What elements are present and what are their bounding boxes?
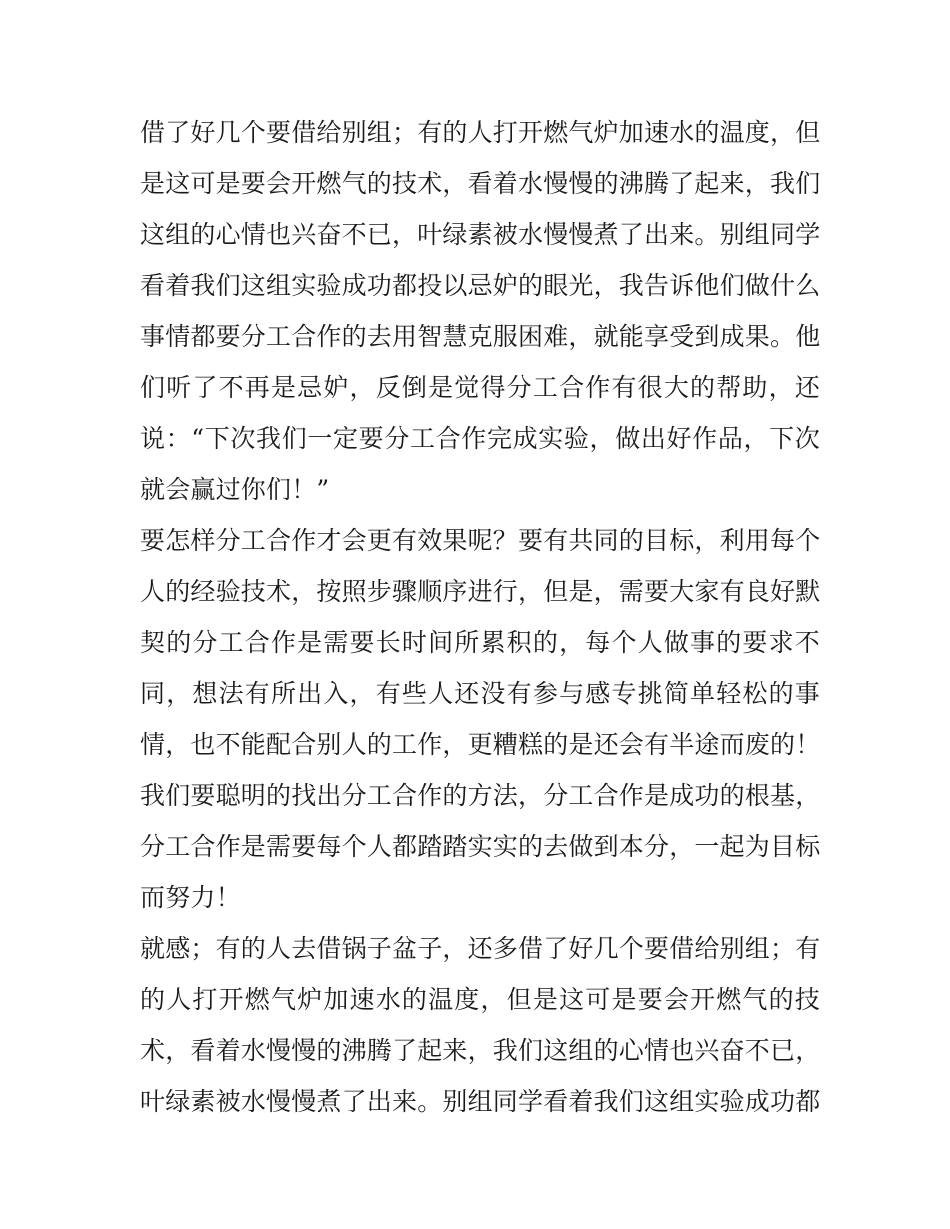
text-line: 事情都要分工合作的去用智慧克服困难，就能享受到成果。他 [140, 322, 821, 351]
text-line: 我们要聪明的找出分工合作的方法，分工合作是成功的根基， [140, 781, 821, 810]
text-line: 们听了不再是忌妒，反倒是觉得分工合作有很大的帮助，还 [140, 373, 820, 402]
text-line: 术，看着水慢慢的沸腾了起来，我们这组的心情也兴奋不已， [140, 1036, 821, 1065]
text-line: 同，想法有所出入，有些人还没有参与感专挑简单轻松的事 [140, 679, 820, 708]
text-line: 这组的心情也兴奋不已，叶绿素被水慢慢煮了出来。别组同学 [140, 220, 821, 249]
text-line: 契的分工合作是需要长时间所累积的，每个人做事的要求不 [140, 628, 820, 657]
text-line: 的人打开燃气炉加速水的温度，但是这可是要会开燃气的技 [140, 985, 820, 1014]
text-line: 要怎样分工合作才会更有效果呢？要有共同的目标，利用每个 [140, 526, 821, 555]
text-line: 就会赢过你们！” [140, 475, 330, 504]
text-line: 就感；有的人去借锅子盆子，还多借了好几个要借给别组；有 [140, 934, 821, 963]
text-line: 情，也不能配合别人的工作，更糟糕的是还会有半途而废的！ [140, 730, 821, 759]
text-line: 而努力！ [140, 883, 241, 912]
text-line: 说：“下次我们一定要分工合作完成实验，做出好作品，下次 [140, 424, 820, 453]
text-line: 是这可是要会开燃气的技术，看着水慢慢的沸腾了起来，我们 [140, 169, 821, 198]
text-line: 分工合作是需要每个人都踏踏实实的去做到本分，一起为目标 [140, 832, 821, 861]
text-line: 借了好几个要借给别组；有的人打开燃气炉加速水的温度，但 [140, 118, 821, 147]
body-text [140, 107, 820, 1127]
text-line: 叶绿素被水慢慢煮了出来。别组同学看着我们这组实验成功都 [140, 1087, 821, 1116]
text-line: 人的经验技术，按照步骤顺序进行，但是，需要大家有良好默 [140, 577, 821, 606]
text-line: 看着我们这组实验成功都投以忌妒的眼光，我告诉他们做什么 [140, 271, 821, 300]
